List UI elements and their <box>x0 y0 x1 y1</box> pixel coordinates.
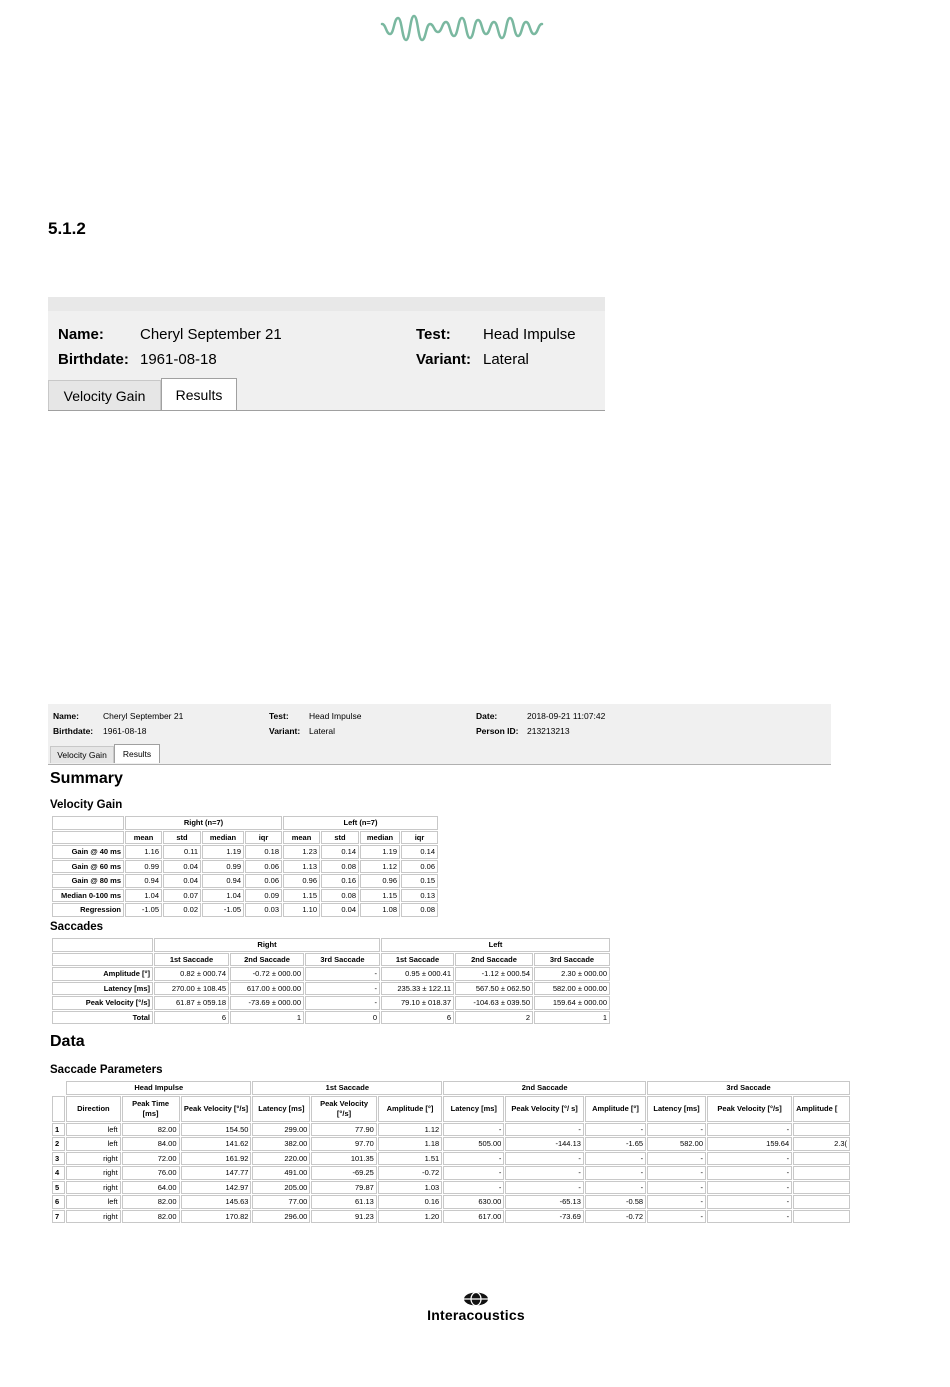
column-header: Amplitude [ <box>793 1096 850 1122</box>
table-cell: 235.33 ± 122.11 <box>381 982 454 996</box>
table-cell: - <box>707 1195 792 1209</box>
column-header: Peak Time [ms] <box>122 1096 180 1122</box>
patient-header-panel-large <box>48 297 605 411</box>
tab-results[interactable]: Results <box>161 378 237 410</box>
table-row <box>52 1152 850 1166</box>
table-cell: -1.05 <box>125 903 162 917</box>
table-cell: 82.00 <box>122 1210 180 1224</box>
test-value: Head Impulse <box>483 326 576 343</box>
row-label: 7 <box>52 1210 65 1224</box>
table-cell: 1.19 <box>202 845 244 859</box>
test-label: Test: <box>416 326 451 343</box>
table-cell: 205.00 <box>252 1181 310 1195</box>
table-cell: 0.02 <box>163 903 201 917</box>
section-number: 5.1.2 <box>48 219 86 238</box>
table-cell <box>793 1152 850 1166</box>
corner-cell <box>52 831 124 845</box>
table-cell: - <box>305 996 380 1010</box>
column-header: 1st Saccade <box>154 953 229 967</box>
table-cell: - <box>707 1123 792 1137</box>
column-header: Latency [ms] <box>443 1096 504 1122</box>
table-cell: 101.35 <box>311 1152 376 1166</box>
row-label: Median 0-100 ms <box>52 889 124 903</box>
table-cell: - <box>647 1181 706 1195</box>
table-cell: - <box>443 1166 504 1180</box>
table-cell: 79.10 ± 018.37 <box>381 996 454 1010</box>
row-label: 5 <box>52 1181 65 1195</box>
name-value: Cheryl September 21 <box>140 326 282 343</box>
table-cell: 84.00 <box>122 1137 180 1151</box>
table-row <box>52 1123 850 1137</box>
table-cell: 0.06 <box>245 860 282 874</box>
table-cell: 170.82 <box>181 1210 252 1224</box>
table-cell: -0.72 <box>585 1210 646 1224</box>
variant-value: Lateral <box>309 726 335 736</box>
column-header: Latency [ms] <box>647 1096 706 1122</box>
table-cell: 142.97 <box>181 1181 252 1195</box>
variant-label: Variant: <box>269 726 301 736</box>
test-value: Head Impulse <box>309 711 362 721</box>
table-cell: 0.14 <box>321 845 359 859</box>
velocity-gain-heading: Velocity Gain <box>50 799 123 811</box>
table-cell: 0.18 <box>245 845 282 859</box>
group-header-right: Right <box>154 938 380 952</box>
table-cell: right <box>66 1152 121 1166</box>
row-label: Total <box>52 1011 153 1025</box>
table-cell: 0.16 <box>321 874 359 888</box>
table-cell: 630.00 <box>443 1195 504 1209</box>
table-cell: 0.82 ± 000.74 <box>154 967 229 981</box>
column-header: 2nd Saccade <box>455 953 533 967</box>
table-cell: right <box>66 1210 121 1224</box>
column-header: Peak Velocity [°/s] <box>181 1096 252 1122</box>
table-cell: - <box>647 1195 706 1209</box>
name-label: Name: <box>53 711 79 721</box>
table-cell: - <box>707 1152 792 1166</box>
table-cell: -144.13 <box>505 1137 584 1151</box>
table-cell: 0.06 <box>245 874 282 888</box>
date-label: Date: <box>476 711 498 721</box>
table-cell: - <box>647 1210 706 1224</box>
table-row <box>52 874 438 888</box>
person-id-value: 213213213 <box>527 726 570 736</box>
table-cell: 154.50 <box>181 1123 252 1137</box>
table-cell: - <box>707 1166 792 1180</box>
row-label: Gain @ 40 ms <box>52 845 124 859</box>
table-cell: 1.51 <box>378 1152 442 1166</box>
table-cell: 0.08 <box>321 889 359 903</box>
row-label: Latency [ms] <box>52 982 153 996</box>
table-cell: -73.69 <box>505 1210 584 1224</box>
table-cell: 567.50 ± 062.50 <box>455 982 533 996</box>
table-cell: 382.00 <box>252 1137 310 1151</box>
column-header: Amplitude [°] <box>585 1096 646 1122</box>
table-cell: -1.12 ± 000.54 <box>455 967 533 981</box>
table-cell: -1.65 <box>585 1137 646 1151</box>
table-cell: - <box>305 982 380 996</box>
corner-cell <box>52 816 124 830</box>
corner-cell <box>52 938 153 952</box>
table-cell: 2.30 ± 000.00 <box>534 967 610 981</box>
table-cell: 61.13 <box>311 1195 376 1209</box>
table-cell <box>793 1181 850 1195</box>
table-cell: 0.08 <box>321 860 359 874</box>
column-header: median <box>202 831 244 845</box>
column-header: Peak Velocity [°/ s] <box>505 1096 584 1122</box>
table-cell: 617.00 ± 000.00 <box>230 982 304 996</box>
column-header: Latency [ms] <box>252 1096 310 1122</box>
table-cell <box>793 1166 850 1180</box>
column-header: Peak Velocity [°/s] <box>311 1096 376 1122</box>
table-cell: 0.95 ± 000.41 <box>381 967 454 981</box>
corner-cell <box>52 953 153 967</box>
table-cell: - <box>443 1181 504 1195</box>
tab-velocity-gain[interactable]: Velocity Gain <box>48 380 161 410</box>
table-cell: 145.63 <box>181 1195 252 1209</box>
table-cell: -65.13 <box>505 1195 584 1209</box>
row-label: Amplitude [°] <box>52 967 153 981</box>
column-header: iqr <box>245 831 282 845</box>
column-header: Direction <box>66 1096 121 1122</box>
table-cell: - <box>585 1181 646 1195</box>
table-cell: 220.00 <box>252 1152 310 1166</box>
saccades-table <box>51 937 611 1025</box>
saccade-parameters-heading: Saccade Parameters <box>50 1064 163 1076</box>
row-label: Gain @ 60 ms <box>52 860 124 874</box>
table-cell: - <box>443 1123 504 1137</box>
table-cell: 0.04 <box>163 874 201 888</box>
saccades-rows <box>52 967 610 1024</box>
table-row <box>52 982 610 996</box>
column-header: 1st Saccade <box>381 953 454 967</box>
group-header-right: Right (n=7) <box>125 816 282 830</box>
table-cell: 141.62 <box>181 1137 252 1151</box>
table-cell: 6 <box>381 1011 454 1025</box>
table-cell: 0.09 <box>245 889 282 903</box>
table-cell: 1.03 <box>378 1181 442 1195</box>
table-cell: - <box>505 1123 584 1137</box>
column-header: iqr <box>401 831 438 845</box>
name-value: Cheryl September 21 <box>103 711 184 721</box>
row-label: 1 <box>52 1123 65 1137</box>
table-cell: 0.94 <box>125 874 162 888</box>
table-cell: 0.96 <box>283 874 320 888</box>
name-label: Name: <box>58 326 104 343</box>
table-cell: -1.05 <box>202 903 244 917</box>
tab-velocity-gain[interactable]: Velocity Gain <box>50 746 114 763</box>
table-cell: 2.3( <box>793 1137 850 1151</box>
table-cell: 82.00 <box>122 1195 180 1209</box>
row-label: Gain @ 80 ms <box>52 874 124 888</box>
brand-name: Interacoustics <box>427 1307 525 1323</box>
table-row <box>52 1137 850 1151</box>
group-header-head-impulse: Head Impulse <box>66 1081 251 1095</box>
interacoustics-logo <box>410 1292 542 1326</box>
birthdate-value: 1961-08-18 <box>140 351 217 368</box>
row-label: 6 <box>52 1195 65 1209</box>
column-header: 3rd Saccade <box>305 953 380 967</box>
table-cell: 0.96 <box>360 874 400 888</box>
table-cell: 0.04 <box>163 860 201 874</box>
table-cell: 72.00 <box>122 1152 180 1166</box>
table-cell: 0.08 <box>401 903 438 917</box>
table-cell: 1.20 <box>378 1210 442 1224</box>
table-cell: 582.00 <box>647 1137 706 1151</box>
table-cell: 159.64 <box>707 1137 792 1151</box>
table-cell: 0.04 <box>321 903 359 917</box>
table-cell: 1.18 <box>378 1137 442 1151</box>
table-row <box>52 889 438 903</box>
column-header: std <box>163 831 201 845</box>
velocity-gain-table <box>51 815 439 918</box>
table-cell: 617.00 <box>443 1210 504 1224</box>
table-row <box>52 967 610 981</box>
table-cell: 505.00 <box>443 1137 504 1151</box>
table-row <box>52 1181 850 1195</box>
data-heading: Data <box>50 1033 85 1050</box>
table-cell: -0.72 <box>378 1166 442 1180</box>
table-cell: 299.00 <box>252 1123 310 1137</box>
table-cell: - <box>647 1166 706 1180</box>
column-header: mean <box>125 831 162 845</box>
table-cell: 582.00 ± 000.00 <box>534 982 610 996</box>
table-cell: - <box>305 967 380 981</box>
table-cell: - <box>505 1152 584 1166</box>
table-cell: - <box>585 1152 646 1166</box>
table-row <box>52 1011 610 1025</box>
corner-cell <box>52 1081 65 1095</box>
table-cell: 0.15 <box>401 874 438 888</box>
table-cell: 0.94 <box>202 874 244 888</box>
table-cell: 1.08 <box>360 903 400 917</box>
table-cell: 0.99 <box>202 860 244 874</box>
saccades-heading: Saccades <box>50 921 104 933</box>
table-cell: -0.58 <box>585 1195 646 1209</box>
table-cell: 0.07 <box>163 889 201 903</box>
table-cell: 1.15 <box>283 889 320 903</box>
table-cell: 1 <box>230 1011 304 1025</box>
table-cell: 491.00 <box>252 1166 310 1180</box>
table-cell: right <box>66 1166 121 1180</box>
table-cell: - <box>707 1210 792 1224</box>
table-cell: 91.23 <box>311 1210 376 1224</box>
table-cell: 1.16 <box>125 845 162 859</box>
test-label: Test: <box>269 711 289 721</box>
table-cell: 0.11 <box>163 845 201 859</box>
table-cell: 1.12 <box>378 1123 442 1137</box>
column-header: median <box>360 831 400 845</box>
table-cell: 2 <box>455 1011 533 1025</box>
birthdate-value: 1961-08-18 <box>103 726 147 736</box>
table-cell: 1.23 <box>283 845 320 859</box>
group-header-2nd-saccade: 2nd Saccade <box>443 1081 646 1095</box>
table-cell <box>793 1123 850 1137</box>
column-header: mean <box>283 831 320 845</box>
table-cell: left <box>66 1123 121 1137</box>
table-cell: 0.03 <box>245 903 282 917</box>
group-header-3rd-saccade: 3rd Saccade <box>647 1081 850 1095</box>
row-label: 3 <box>52 1152 65 1166</box>
table-cell: 1.13 <box>283 860 320 874</box>
table-cell: - <box>647 1123 706 1137</box>
column-header: Amplitude [°] <box>378 1096 442 1122</box>
table-row <box>52 860 438 874</box>
table-cell: 0 <box>305 1011 380 1025</box>
table-row <box>52 996 610 1010</box>
table-cell: 77.00 <box>252 1195 310 1209</box>
column-header: Peak Velocity [°/s] <box>707 1096 792 1122</box>
table-cell: -73.69 ± 000.00 <box>230 996 304 1010</box>
velocity-gain-rows <box>52 845 438 917</box>
table-cell: 97.70 <box>311 1137 376 1151</box>
variant-value: Lateral <box>483 351 529 368</box>
table-cell: left <box>66 1195 121 1209</box>
table-cell: 79.87 <box>311 1181 376 1195</box>
table-cell: 1.19 <box>360 845 400 859</box>
table-cell: 0.99 <box>125 860 162 874</box>
table-cell: 77.90 <box>311 1123 376 1137</box>
variant-label: Variant: <box>416 351 472 368</box>
table-cell <box>793 1210 850 1224</box>
table-cell: 147.77 <box>181 1166 252 1180</box>
saccade-parameters-rows <box>52 1123 850 1224</box>
table-cell: - <box>443 1152 504 1166</box>
table-cell: 82.00 <box>122 1123 180 1137</box>
table-cell <box>793 1195 850 1209</box>
table-cell: 1 <box>534 1011 610 1025</box>
table-cell: 76.00 <box>122 1166 180 1180</box>
table-row <box>52 1210 850 1224</box>
results-report <box>48 704 847 1221</box>
table-cell: - <box>505 1181 584 1195</box>
table-cell: -69.25 <box>311 1166 376 1180</box>
column-header: std <box>321 831 359 845</box>
patient-header-panel <box>48 704 831 765</box>
column-header: 2nd Saccade <box>230 953 304 967</box>
table-cell: 159.64 ± 000.00 <box>534 996 610 1010</box>
table-row <box>52 903 438 917</box>
table-cell: right <box>66 1181 121 1195</box>
table-cell: 161.92 <box>181 1152 252 1166</box>
table-row <box>52 845 438 859</box>
row-label: 2 <box>52 1137 65 1151</box>
table-cell: 1.12 <box>360 860 400 874</box>
panel-top-strip <box>48 297 605 311</box>
table-cell: 1.10 <box>283 903 320 917</box>
table-cell: - <box>585 1166 646 1180</box>
tab-results[interactable]: Results <box>114 744 160 763</box>
table-cell: 1.15 <box>360 889 400 903</box>
group-header-left: Left (n=7) <box>283 816 438 830</box>
birthdate-label: Birthdate: <box>58 351 129 368</box>
table-cell: 6 <box>154 1011 229 1025</box>
globe-icon <box>463 1292 489 1306</box>
table-cell: -104.63 ± 039.50 <box>455 996 533 1010</box>
person-id-label: Person ID: <box>476 726 519 736</box>
table-cell: 296.00 <box>252 1210 310 1224</box>
group-header-1st-saccade: 1st Saccade <box>252 1081 442 1095</box>
table-cell: 61.87 ± 059.18 <box>154 996 229 1010</box>
summary-heading: Summary <box>50 770 123 787</box>
saccade-parameters-table <box>51 1080 851 1224</box>
table-cell: - <box>647 1152 706 1166</box>
table-cell: 1.04 <box>202 889 244 903</box>
table-cell: left <box>66 1137 121 1151</box>
table-cell: 1.04 <box>125 889 162 903</box>
column-header: 3rd Saccade <box>534 953 610 967</box>
table-cell: 0.16 <box>378 1195 442 1209</box>
birthdate-label: Birthdate: <box>53 726 94 736</box>
table-cell: - <box>707 1181 792 1195</box>
table-row <box>52 1166 850 1180</box>
table-cell: 0.13 <box>401 889 438 903</box>
table-row <box>52 1195 850 1209</box>
table-cell: 64.00 <box>122 1181 180 1195</box>
table-cell: 0.14 <box>401 845 438 859</box>
table-cell: 0.06 <box>401 860 438 874</box>
table-cell: 270.00 ± 108.45 <box>154 982 229 996</box>
row-label: Peak Velocity [°/s] <box>52 996 153 1010</box>
table-cell: -0.72 ± 000.00 <box>230 967 304 981</box>
date-value: 2018-09-21 11:07:42 <box>527 711 606 721</box>
corner-cell <box>52 1096 65 1122</box>
row-label: Regression <box>52 903 124 917</box>
row-label: 4 <box>52 1166 65 1180</box>
table-cell: - <box>505 1166 584 1180</box>
table-cell: - <box>585 1123 646 1137</box>
group-header-left: Left <box>381 938 610 952</box>
wave-logo-icon <box>380 10 545 44</box>
